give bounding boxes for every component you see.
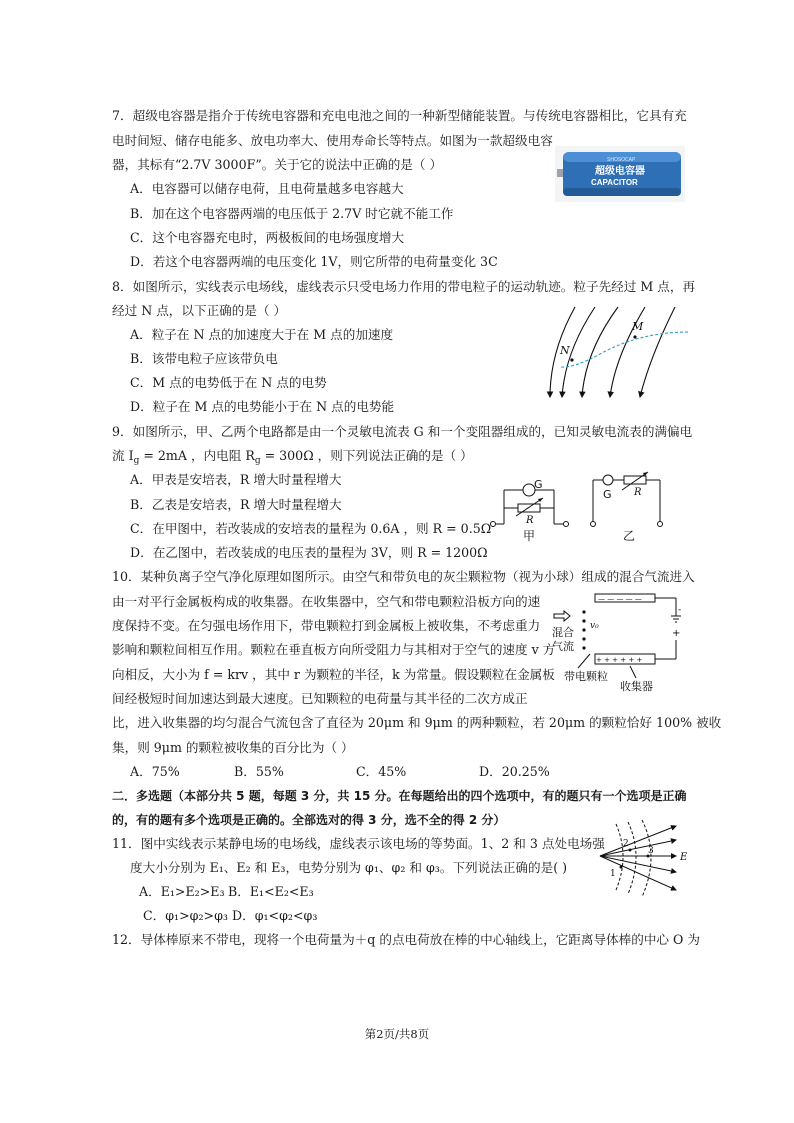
point-1-label: 1 <box>610 869 616 879</box>
section2-heading-line2: 的，有的题有多个选项是正确的。全部选对的得 3 分，选不全的得 2 分） <box>112 813 506 827</box>
v0-label: v₀ <box>590 621 599 631</box>
galvanometer-label-jia: G <box>534 478 543 491</box>
q10-stem-line2: 由一对平行金属板构成的收集器。在收集器中，空气和带电颗粒沿板方向的速 <box>112 594 541 609</box>
point-n-label: N <box>560 344 570 357</box>
q10-stem-line6: 间经极短时间加速达到最大速度。已知颗粒的电荷量与其半径的二次方成正 <box>112 691 528 706</box>
q10-option-d: D．20.25% <box>479 764 550 779</box>
q9-stem-line2 <box>112 448 473 469</box>
point-m-label: M <box>632 320 644 333</box>
q12-stem-line1: 12．导体棒原来不带电，现将一个电荷量为＋q 的点电荷放在棒的中心轴线上，它距离导体棒的中心 O 为 <box>112 932 700 947</box>
plus-terminal: + <box>672 628 681 639</box>
q9-option-a: A．甲表是安培表，R 增大时量程增大 <box>130 472 342 487</box>
circuit-label-yi: 乙 <box>623 529 636 543</box>
q9-option-c: C．在甲图中，若改装成的安培表的量程为 0.6A ，则 R = 0.5Ω <box>130 521 492 536</box>
q7-option-a: A．电容器可以储存电荷，且电荷量越多电容越大 <box>130 181 404 196</box>
q7-option-c: C．这个电容器充电时，两极板间的电场强度增大 <box>130 230 405 245</box>
q10-stem-line7: 比，进入收集器的均匀混合气流包含了直径为 20μm 和 9μm 的两种颗粒，若 20μm 的颗粒恰好 100% 被收 <box>112 715 722 730</box>
capacitor-cn-label: 超级电容器 <box>595 166 645 177</box>
q7-stem-line2: 电时间短、储存电能多、放电功率大、使用寿命长等特点。如图为一款超级电容 <box>112 133 553 148</box>
q11-stem-line1: 11．图中实线表示某静电场的电场线，虚线表示该电场的等势面。1、2 和 3 点处电场强 <box>112 836 605 851</box>
q9-text-c: = 300Ω ，则下列说法正确的是（ ） <box>260 448 473 463</box>
point-3-label: 3 <box>648 846 654 856</box>
resistor-label-yi: R <box>634 487 642 498</box>
q10-stem-line1: 10．某种负离子空气净化原理如图所示。由空气和带负电的灰尘颗粒物（视为小球）组成的混合气流进入 <box>112 569 695 584</box>
collector-label: 收集器 <box>620 680 653 693</box>
mixed-flow-label-1: 混合 <box>552 626 574 639</box>
q10-stem-line3: 度保持不变。在匀强电场作用下，带电颗粒打到金属板上被收集，不考虑重力 <box>112 618 541 633</box>
page-footer: 第2页/共8页 <box>364 1027 430 1041</box>
q10-option-c: C．45% <box>356 764 407 779</box>
mixed-flow-label-2: 气流 <box>552 640 574 653</box>
capacitor-photo <box>555 146 685 202</box>
q8-option-d: D．粒子在 M 点的电势能小于在 N 点的电势能 <box>130 399 395 414</box>
circuit-label-jia: 甲 <box>523 529 536 543</box>
q11-option-c: C．φ₁>φ₂>φ₃ <box>143 908 228 923</box>
q8-option-c: C．M 点的电势低于在 N 点的电势 <box>130 375 327 390</box>
point-2-label: 2 <box>623 839 629 849</box>
field-e-label: E <box>680 852 688 863</box>
field-line-diagram <box>540 302 690 402</box>
q7-stem-line3: 器，其标有“2.7V 3000F”。关于它的说法中正确的是（ ） <box>112 157 443 172</box>
q8-stem-line2: 经过 N 点，以下正确的是（ ） <box>112 303 287 318</box>
ammeter-voltmeter-circuits <box>488 470 668 545</box>
top-plate-charges: — — — — — <box>598 595 642 603</box>
q10-option-b: B．55% <box>234 764 284 779</box>
collector-diagram <box>550 588 690 696</box>
q9-sub-g1: g <box>133 456 140 466</box>
q9-stem-line1: 9．如图所示，甲、乙两个电路都是由一个灵敏电流表 G 和一个变阻器组成的，已知灵敏电流表的满偏电 <box>112 424 693 439</box>
capacitor-brand: SHOSOCAP <box>607 157 636 163</box>
q11-option-b: B．E₁<E₂<E₃ <box>228 884 314 899</box>
capacitor-en-label: CAPACITOR <box>591 178 638 187</box>
equipotential-diagram <box>596 820 691 898</box>
q11-option-d: D．φ₁<φ₂<φ₃ <box>232 908 318 923</box>
q9-option-b: B．乙表是安培表，R 增大时量程增大 <box>130 497 342 512</box>
q8-option-a: A．粒子在 N 点的加速度大于在 M 点的加速度 <box>130 327 394 342</box>
q10-option-a: A．75% <box>130 764 180 779</box>
minus-terminal: - <box>678 605 682 615</box>
galvanometer-label-yi: G <box>603 488 612 501</box>
q9-text-a: 流 I <box>112 448 134 463</box>
q10-stem-line8: 集，则 9μm 的颗粒被收集的百分比为（ ） <box>112 740 354 755</box>
q8-option-b: B．该带电粒子应该带负电 <box>130 351 278 366</box>
q10-stem-line5: 向相反，大小为 f = krv ，其中 r 为颗粒的半径，k 为常量。假设颗粒在金属板 <box>112 667 555 682</box>
q10-stem-line4: 影响和颗粒间相互作用。颗粒在垂直板方向所受阻力与其相对于空气的速度 v 方 <box>112 642 556 657</box>
q7-option-d: D．若这个电容器两端的电压变化 1V，则它所带的电荷量变化 3C <box>130 254 498 269</box>
resistor-label-jia: R <box>526 515 534 526</box>
section2-heading-line1: 二．多选题（本部分共 5 题，每题 3 分，共 15 分。在每题给出的四个选项中，有的题只有一个选项是正确 <box>112 789 687 803</box>
q7-stem-line1: 7．超级电容器是指介于传统电容器和充电电池之间的一种新型储能装置。与传统电容器相比，它具有充 <box>112 108 687 123</box>
q8-stem-line1: 8．如图所示，实线表示电场线，虚线表示只受电场力作用的带电粒子的运动轨迹。粒子先经过 M 点，再 <box>112 279 696 294</box>
particle-label: 带电颗粒 <box>564 670 608 683</box>
bottom-plate-charges: + + + + + + <box>596 656 643 664</box>
q7-option-b: B．加在这个电容器两端的电压低于 2.7V 时它就不能工作 <box>130 206 454 221</box>
q11-stem-line2: 度大小分别为 E₁、E₂ 和 E₃，电势分别为 φ₁、φ₂ 和 φ₃。下列说法正确的是( ) <box>130 860 568 875</box>
q9-option-d: D．在乙图中，若改装成的电压表的量程为 3V，则 R = 1200Ω <box>130 545 488 560</box>
q9-sub-g2: g <box>254 456 261 466</box>
q11-option-a: A．E₁>E₂>E₃ <box>139 884 225 899</box>
q9-text-b: = 2mA ，内电阻 R <box>139 448 255 463</box>
